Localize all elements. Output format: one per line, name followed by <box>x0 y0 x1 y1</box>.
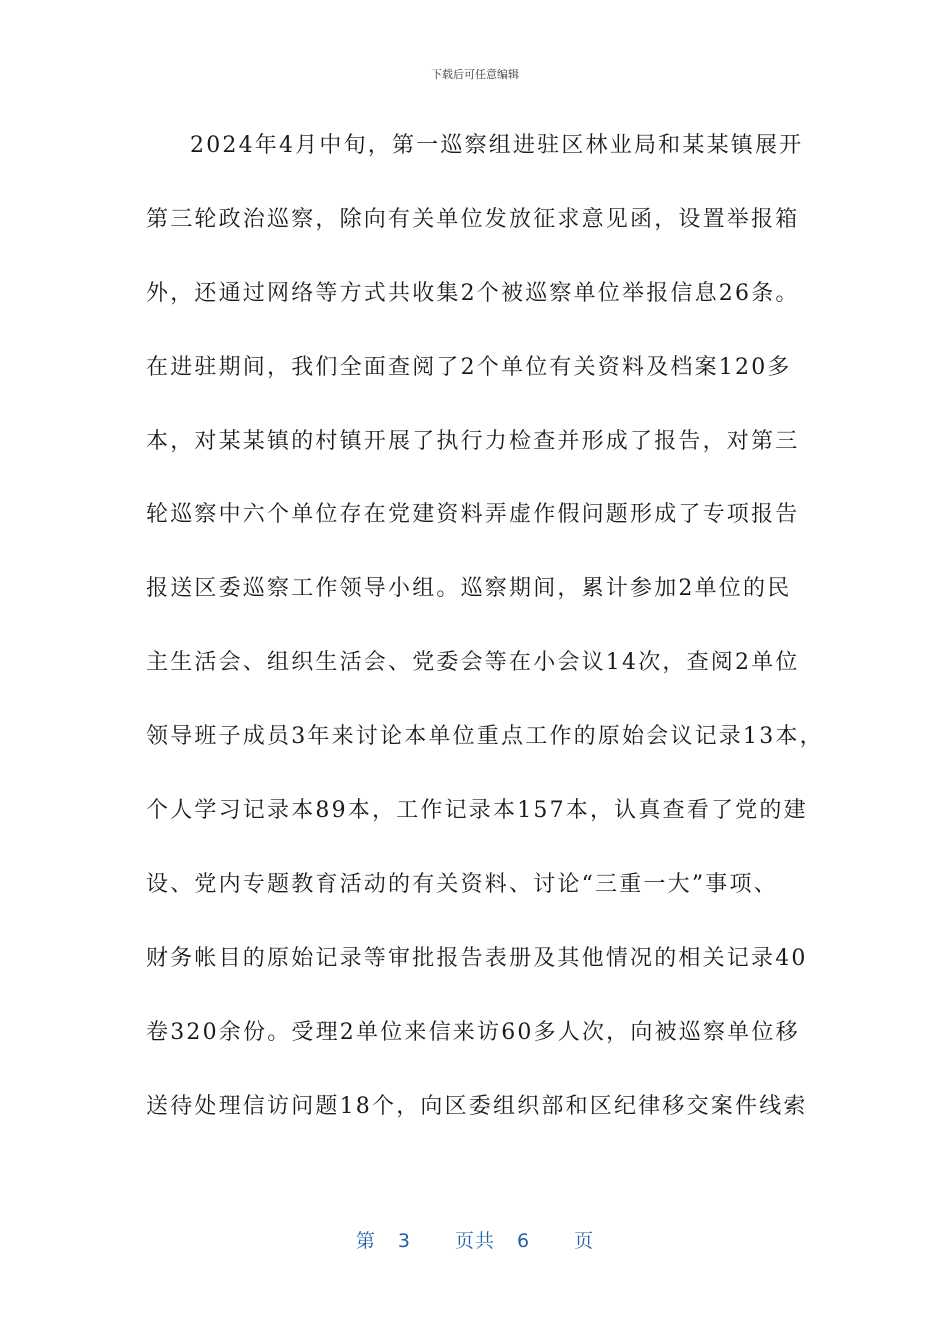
body-line: 2024年4月中旬，第一巡察组进驻区林业局和某某镇展开 <box>190 133 804 158</box>
body-line: 设、党内专题教育活动的有关资料、讨论“三重一大”事项、 <box>146 871 778 897</box>
body-line: 送待处理信访问题18个，向区委组织部和区纪律移交案件线索 <box>146 1093 808 1119</box>
body-line: 领导班子成员3年来讨论本单位重点工作的原始会议记录13本， <box>146 724 824 750</box>
body-line: 报送区委巡察工作领导小组。巡察期间，累计参加2单位的民 <box>146 576 792 602</box>
body-line: 第三轮政治巡察，除向有关单位发放征求意见函，设置举报箱 <box>146 206 800 232</box>
body-line: 在进驻期间，我们全面查阅了2个单位有关资料及档案120多 <box>146 354 792 380</box>
footer-middle: 页共 <box>454 1230 495 1252</box>
body-line: 财务帐目的原始记录等审批报告表册及其他情况的相关记录40 <box>146 945 808 971</box>
document-body <box>146 125 824 1159</box>
body-line: 外，还通过网络等方式共收集2个被巡察单位举报信息26条。 <box>146 280 800 306</box>
footer-suffix: 页 <box>574 1230 595 1252</box>
body-line: 卷320余份。受理2单位来信来访60多人次，向被巡察单位移 <box>146 1019 800 1045</box>
download-editable-note: 下载后可任意编辑 <box>431 68 519 81</box>
body-line: 个人学习记录本89本，工作记录本157本，认真查看了党的建 <box>146 798 808 824</box>
page-footer <box>0 1226 950 1253</box>
body-line: 本，对某某镇的村镇开展了执行力检查并形成了报告，对第三 <box>146 428 800 454</box>
total-page-count: 6 <box>517 1230 531 1252</box>
footer-prefix: 第 <box>355 1230 376 1252</box>
current-page-number: 3 <box>397 1230 411 1252</box>
body-line: 轮巡察中六个单位存在党建资料弄虚作假问题形成了专项报告 <box>146 502 800 528</box>
body-line: 主生活会、组织生活会、党委会等在小会议14次，查阅2单位 <box>146 650 800 676</box>
